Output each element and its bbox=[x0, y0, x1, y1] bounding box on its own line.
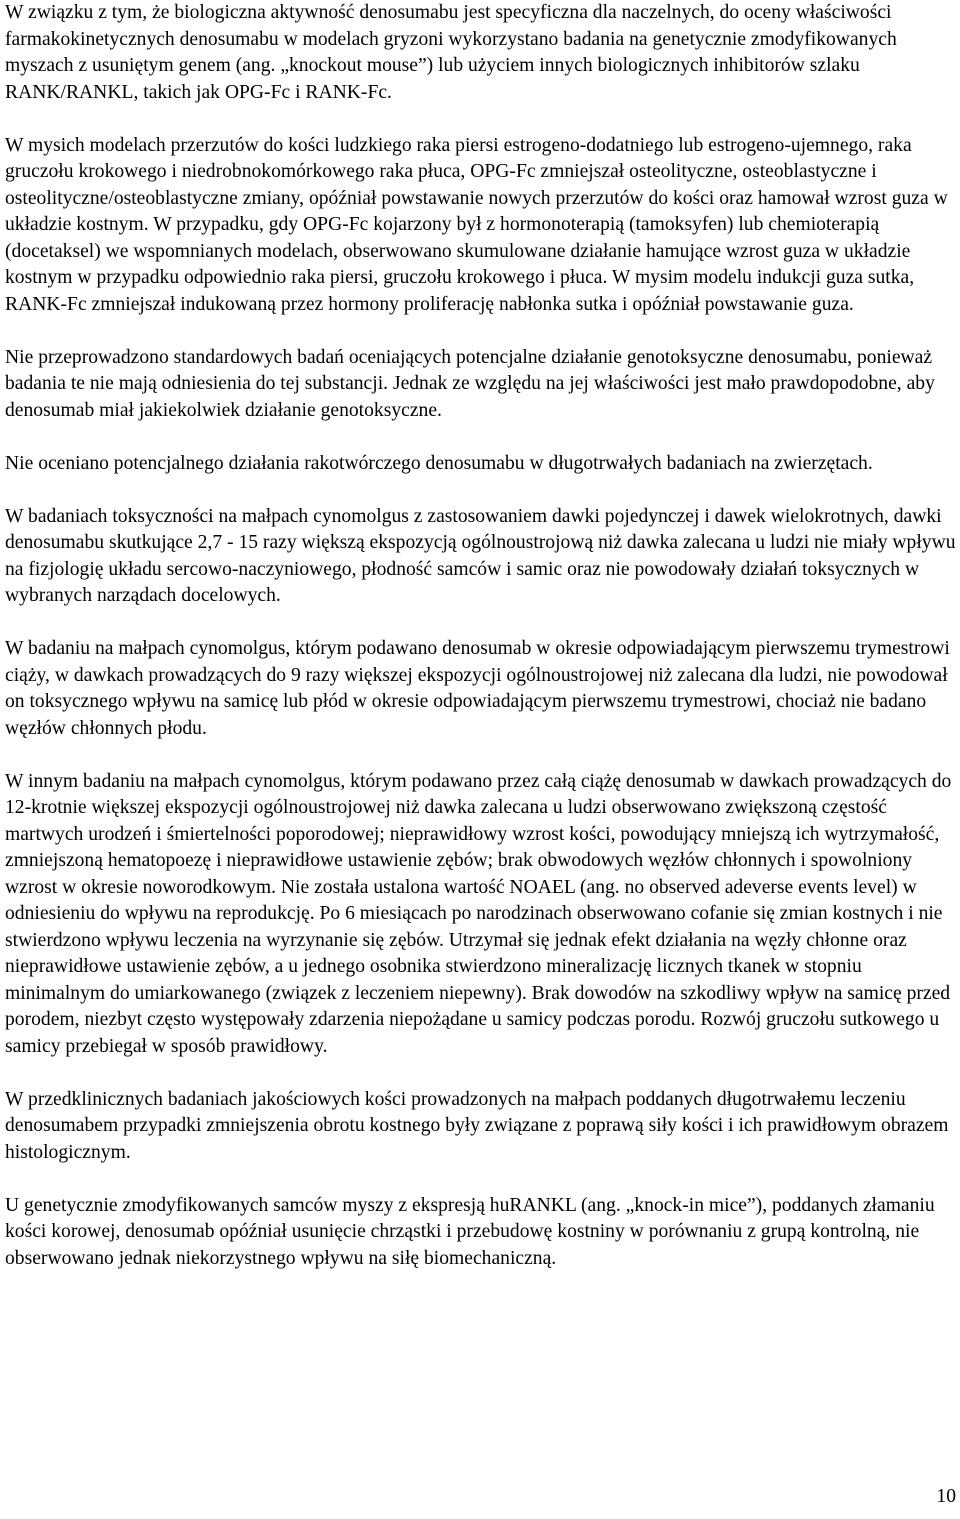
paragraph-first-trimester-study: W badaniu na małpach cynomolgus, którym podawano denosumab w okresie odpowiadającym pierwszemu trymestrowi ciąży, w dawkach prowadzących do 9 razy większej ekspozycji ogólnoustrojowej niż zalecana dla ludzi, nie powodował on toksycznego wpływu na samicę lub płód w okresie odpowiadającym pierwszemu trymestrowi, chociaż nie badano węzłów chłonnych płodu. bbox=[5, 638, 950, 739]
paragraph-bone-quality: W przedklinicznych badaniach jakościowych kości prowadzonych na małpach poddanych długotrwałemu leczeniu denosumabem przypadki zmniejszenia obrotu kostnego były związane z poprawą siły kości i ich prawidłowym obrazem histologicznym. bbox=[5, 1088, 949, 1163]
paragraph-rodent-models: W związku z tym, że biologiczna aktywność denosumabu jest specyficzna dla naczelnych, do oceny właściwości farmakokinetycznych denosumabu w modelach gryzoni wykorzystano badania na genetycznie zmodyfikowanych myszach z usuniętym genem (ang. „knockout mouse”) lub użyciem innych biologicznych inhibitorów szlaku RANK/RANKL, takich jak OPG-Fc i RANK-Fc. bbox=[5, 2, 897, 103]
paragraph-metastasis-models: W mysich modelach przerzutów do kości ludzkiego raka piersi estrogeno-dodatniego lub estrogeno-ujemnego, raka gruczołu krokowego i niedrobnokomórkowego raka płuca, OPG-Fc zmniejszał osteolityczne, osteoblastyczne i osteolityczne/osteoblastyczne zmiany, opóźniał powstawanie nowych przerzutów do kości oraz hamował wzrost guza w układzie kostnym. W przypadku, gdy OPG-Fc kojarzony był z hormonoterapią (tamoksyfen) lub chemioterapią (docetaksel) we wspomnianych modelach, obserwowano skumulowane działanie hamujące wzrost guza w układzie kostnym w przypadku odpowiednio raka piersi, gruczołu krokowego i płuca. W mysim modelu indukcji guza sutka, RANK-Fc zmniejszał indukowaną przez hormony proliferację nabłonka sutka i opóźniał powstawanie guza. bbox=[5, 134, 948, 315]
paragraph-pregnancy-study: W innym badaniu na małpach cynomolgus, którym podawano przez całą ciążę denosumab w dawkach prowadzących do 12-krotnie większej ekspozycji ogólnoustrojowej niż dawka zalecana u ludzi obserwowano zwiększoną częstość martwych urodzeń i śmiertelności poporodowej; nieprawidłowy wzrost kości, powodujący mniejszą ich wytrzymałość, zmniejszoną hematopoezę i nieprawidłowe ustawienie zębów; brak obwodowych węzłów chłonnych i spowolniony wzrost w okresie noworodkowym. Nie została ustalona wartość NOAEL (ang. no observed adeverse events level) w odniesieniu do wpływu na reprodukcję. Po 6 miesiącach po narodzinach obserwowano cofanie się zmian kostnych i nie stwierdzono wpływu leczenia na wyrzynanie się zębów. Utrzymał się jednak efekt działania na węzły chłonne oraz nieprawidłowe ustawienie zębów, a u jednego osobnika stwierdzono mineralizację licznych tkanek w stopniu minimalnym do umiarkowanego (związek z leczeniem niepewny). Brak dowodów na szkodliwy wpływ na samicę przed porodem, niezbyt często występowały zdarzenia niepożądane u samicy podczas porodu. Rozwój gruczołu sutkowego u samicy przebiegał w sposób prawidłowy. bbox=[5, 770, 952, 1057]
document-body bbox=[5, 0, 956, 1272]
paragraph-knock-in-mice: U genetycznie zmodyfikowanych samców myszy z ekspresją huRANKL (ang. „knock-in mice”), poddanych złamaniu kości korowej, denosumab opóźniał usunięcie chrząstki i przebudowę kostniny w porównaniu z grupą kontrolną, nie obserwowano jednak niekorzystnego wpływu na siłę biomechaniczną. bbox=[5, 1194, 935, 1269]
page-number: 10 bbox=[936, 1486, 956, 1507]
paragraph-carcinogenicity: Nie oceniano potencjalnego działania rakotwórczego denosumabu w długotrwałych badaniach na zwierzętach. bbox=[5, 452, 873, 474]
paragraph-toxicity-studies: W badaniach toksyczności na małpach cynomolgus z zastosowaniem dawki pojedynczej i dawek wielokrotnych, dawki denosumabu skutkujące 2,7 - 15 razy większą ekspozycją ogólnoustrojową niż dawka zalecana u ludzi nie miały wpływu na fizjologię układu sercowo-naczyniowego, płodność samców i samic oraz nie powodowały działań toksycznych w wybranych narządach docelowych. bbox=[5, 505, 956, 606]
paragraph-genotoxicity: Nie przeprowadzono standardowych badań oceniających potencjalne działanie genotoksyczne denosumabu, ponieważ badania te nie mają odniesienia do tej substancji. Jednak ze względu na jej właściwości jest mało prawdopodobne, aby denosumab miał jakiekolwiek działanie genotoksyczne. bbox=[5, 346, 935, 421]
